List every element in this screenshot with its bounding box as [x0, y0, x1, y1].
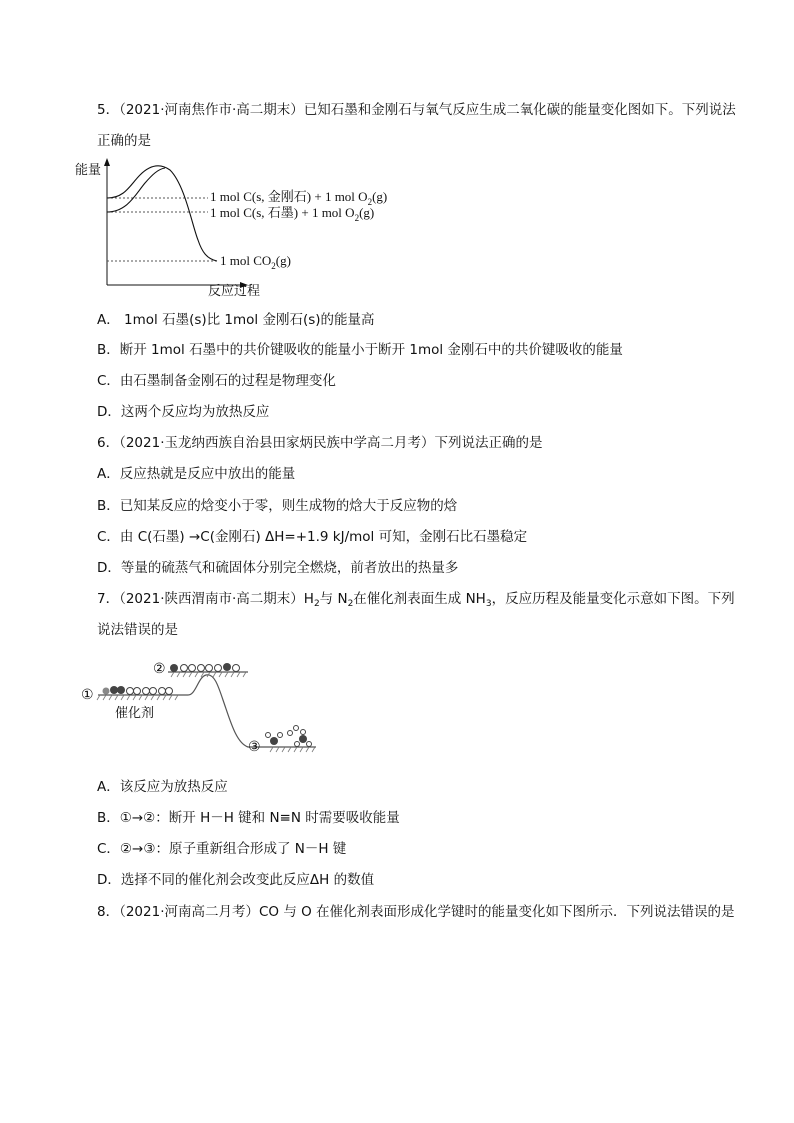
label-graphite: 1 mol C(s, 石墨) + 1 mol $O_2(g)$ — [210, 205, 375, 223]
q6-option-d: D．等量的硫蒸气和硫固体分别完全燃烧，前者放出的热量多 — [97, 560, 459, 576]
q7-option-d: D．选择不同的催化剂会改变此反应ΔH 的数值 — [97, 872, 375, 888]
y-axis-label: 能量 — [75, 163, 102, 178]
label-state-3: ③ — [248, 740, 261, 755]
q8-stem: 8．（2021·河南高二月考）CO 与 O 在催化剂表面形成化学键时的能量变化如下图所示．下列说法错误的是 — [97, 904, 735, 920]
molecules-state-1 — [103, 686, 173, 695]
q5-option-d: D．这两个反应均为放热反应 — [97, 404, 270, 420]
q6-option-c: C．由 C(石墨) →C(金刚石) ΔH=+1.9 kJ/mol 可知，金刚石比石墨稳定 — [97, 529, 528, 545]
molecules-state-2 — [170, 663, 240, 672]
q6-stem: 6．（2021·玉龙纳西族自治县田家炳民族中学高二月考）下列说法正确的是 — [97, 435, 543, 451]
label-diamond: 1 mol C(s, 金刚石) + 1 mol $O_2(g)$ — [210, 189, 388, 207]
label-state-2: ② — [153, 662, 166, 677]
y-axis-arrow — [104, 158, 110, 166]
molecules-state-3 — [266, 726, 312, 747]
q7-option-a: A．该反应为放热反应 — [97, 779, 228, 795]
curve-graphite — [107, 168, 165, 212]
q5-stem-line2: 正确的是 — [97, 133, 151, 149]
q5-option-c: C．由石墨制备金刚石的过程是物理变化 — [97, 373, 336, 389]
q7-option-c: C．②→③：原子重新组合形成了 N－H 键 — [97, 841, 347, 857]
x-axis-label: 反应过程 — [208, 284, 261, 299]
curve-diamond — [107, 166, 217, 261]
q6-option-a: A．反应热就是反应中放出的能量 — [97, 466, 296, 482]
q7-reaction-diagram — [78, 655, 328, 755]
q5-option-a: A． 1mol 石墨(s)比 1mol 金刚石(s)的能量高 — [97, 312, 375, 328]
q6-option-b: B．已知某反应的焓变小于零，则生成物的焓大于反应物的焓 — [97, 498, 458, 514]
label-product: 1 mol $CO_2(g)$ — [220, 253, 291, 271]
q5-option-b: B．断开 1mol 石墨中的共价键吸收的能量小于断开 1mol 金刚石中的共价键吸收的能量 — [97, 342, 623, 358]
q5-energy-diagram — [70, 155, 430, 300]
catalyst-label: 催化剂 — [115, 706, 155, 721]
q7-stem-line2: 说法错误的是 — [97, 622, 178, 638]
q7-stem-line1: 7．（2021·陕西渭南市·高二期末）$H_2$与 $N_2$在催化剂表面生成 $NH_3$，反应历程及能量变化示意如下图。下列 — [97, 591, 735, 609]
q5-stem-line1: 5．（2021·河南焦作市·高二期末）已知石墨和金刚石与氧气反应生成二氧化碳的能量变化图如下。下列说法 — [97, 102, 736, 118]
label-state-1: ① — [81, 688, 94, 703]
q7-option-b: B．①→②：断开 H－H 键和 N≡N 时需要吸收能量 — [97, 810, 400, 826]
